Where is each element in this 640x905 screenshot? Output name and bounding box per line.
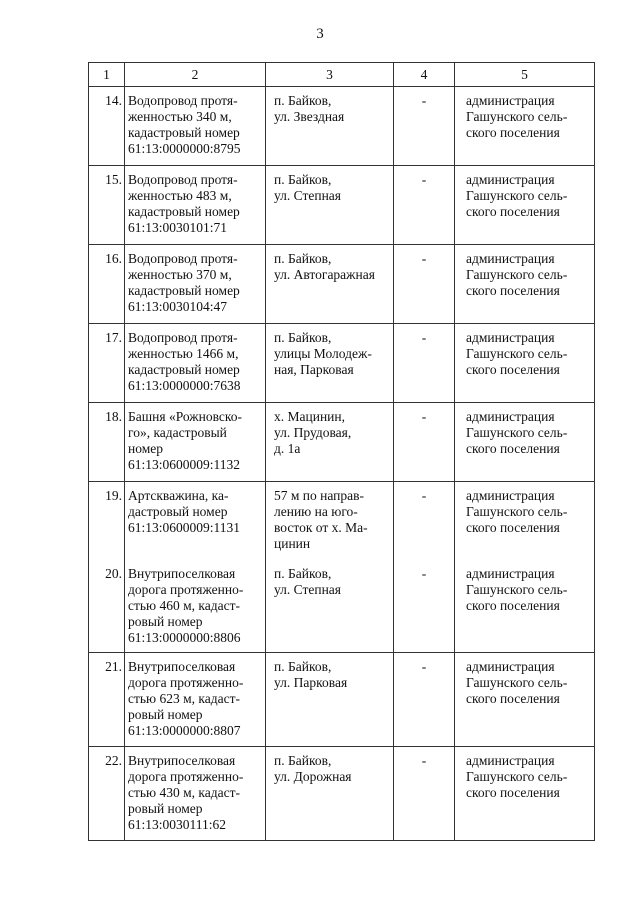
address-text: п. Байков, ул. Парковая xyxy=(274,659,348,690)
table-row xyxy=(89,324,595,403)
object-description xyxy=(125,166,266,245)
column-header: 3 xyxy=(266,63,394,87)
object-description xyxy=(125,245,266,324)
object-description xyxy=(125,482,266,653)
owner-text: администрация Гашунского сель- ского поселения xyxy=(466,659,568,706)
owner-text: администрация Гашунского сель- ского поселения xyxy=(466,409,568,456)
page-number: 3 xyxy=(316,26,324,42)
object-description xyxy=(125,87,266,166)
row-number: 18. xyxy=(89,403,125,482)
row-number: 16. xyxy=(89,245,125,324)
table-row xyxy=(89,747,595,841)
object-description xyxy=(125,324,266,403)
description-text: Внутрипоселковая дорога протяженно- стью 430 м, кадаст- ровый номер 61:13:0030111:62 xyxy=(128,753,244,832)
owner-text: администрация Гашунского сель- ского поселения xyxy=(466,566,568,613)
description-text: Водопровод протя- женностью 340 м, кадастровый номер 61:13:0000000:8795 xyxy=(128,93,241,156)
table-row xyxy=(89,482,595,653)
object-owner xyxy=(455,245,595,324)
object-owner xyxy=(455,166,595,245)
object-owner xyxy=(455,747,595,841)
table-row xyxy=(89,166,595,245)
table-row xyxy=(89,653,595,747)
row-number-pair xyxy=(89,482,125,653)
description-text: Водопровод протя- женностью 1466 м, кадастровый номер 61:13:0000000:7638 xyxy=(128,330,241,393)
row-number: 21. xyxy=(89,653,125,747)
column-4-value: - xyxy=(421,566,427,581)
object-address xyxy=(266,166,394,245)
object-address xyxy=(266,87,394,166)
column-4-value: - xyxy=(394,87,455,166)
object-description xyxy=(125,403,266,482)
object-address xyxy=(266,482,394,653)
column-4-value xyxy=(394,482,455,653)
column-4-value: - xyxy=(394,403,455,482)
column-4-value: - xyxy=(421,488,427,503)
row-number: 22. xyxy=(89,747,125,841)
table-row xyxy=(89,245,595,324)
owner-text: администрация Гашунского сель- ского поселения xyxy=(466,488,568,535)
row-number: 20. xyxy=(105,566,122,581)
object-description xyxy=(125,747,266,841)
header-row xyxy=(89,63,595,87)
object-owner xyxy=(455,87,595,166)
object-address xyxy=(266,324,394,403)
description-text: Водопровод протя- женностью 370 м, кадастровый номер 61:13:0030104:47 xyxy=(128,251,240,314)
object-owner xyxy=(455,653,595,747)
description-text: Башня «Рожновско- го», кадастровый номер 61:13:0600009:1132 xyxy=(128,409,242,472)
column-4-value: - xyxy=(394,747,455,841)
description-text: Водопровод протя- женностью 483 м, кадастровый номер 61:13:0030101:71 xyxy=(128,172,240,235)
owner-text: администрация Гашунского сель- ского поселения xyxy=(466,753,568,800)
owner-text: администрация Гашунского сель- ского поселения xyxy=(466,251,568,298)
object-address xyxy=(266,747,394,841)
table-row xyxy=(89,87,595,166)
table-row xyxy=(89,403,595,482)
object-owner xyxy=(455,482,595,653)
object-owner xyxy=(455,324,595,403)
description-text: Внутрипоселковая дорога протяженно- стью 460 м, кадаст- ровый номер 61:13:0000000:8806 xyxy=(128,566,244,645)
column-header: 5 xyxy=(455,63,595,87)
object-address xyxy=(266,245,394,324)
object-owner xyxy=(455,403,595,482)
description-text: Артскважина, ка- дастровый номер 61:13:0600009:1131 xyxy=(128,488,241,535)
object-address xyxy=(266,653,394,747)
property-registry-table xyxy=(88,62,595,841)
column-4-value: - xyxy=(394,324,455,403)
object-address xyxy=(266,403,394,482)
address-text: п. Байков, улицы Молодеж- ная, Парковая xyxy=(274,330,372,377)
column-4-value: - xyxy=(394,653,455,747)
address-text: п. Байков, ул. Степная xyxy=(274,566,342,597)
column-header: 4 xyxy=(394,63,455,87)
address-text: х. Мацинин, ул. Прудовая, д. 1а xyxy=(274,409,352,456)
object-description xyxy=(125,653,266,747)
column-4-value: - xyxy=(394,166,455,245)
row-number: 17. xyxy=(89,324,125,403)
owner-text: администрация Гашунского сель- ского поселения xyxy=(466,93,568,140)
owner-text: администрация Гашунского сель- ского поселения xyxy=(466,330,568,377)
address-text: п. Байков, ул. Звездная xyxy=(274,93,345,124)
column-header: 2 xyxy=(125,63,266,87)
address-text: п. Байков, ул. Дорожная xyxy=(274,753,352,784)
owner-text: администрация Гашунского сель- ского поселения xyxy=(466,172,568,219)
row-number: 19. xyxy=(105,488,122,503)
address-text: п. Байков, ул. Автогаражная xyxy=(274,251,375,282)
column-4-value: - xyxy=(394,245,455,324)
column-header: 1 xyxy=(89,63,125,87)
description-text: Внутрипоселковая дорога протяженно- стью 623 м, кадаст- ровый номер 61:13:0000000:8807 xyxy=(128,659,244,738)
address-text: п. Байков, ул. Степная xyxy=(274,172,342,203)
row-number: 15. xyxy=(89,166,125,245)
row-number: 14. xyxy=(89,87,125,166)
address-text: 57 м по направ- лению на юго- восток от х. Ма- цинин xyxy=(274,488,368,551)
